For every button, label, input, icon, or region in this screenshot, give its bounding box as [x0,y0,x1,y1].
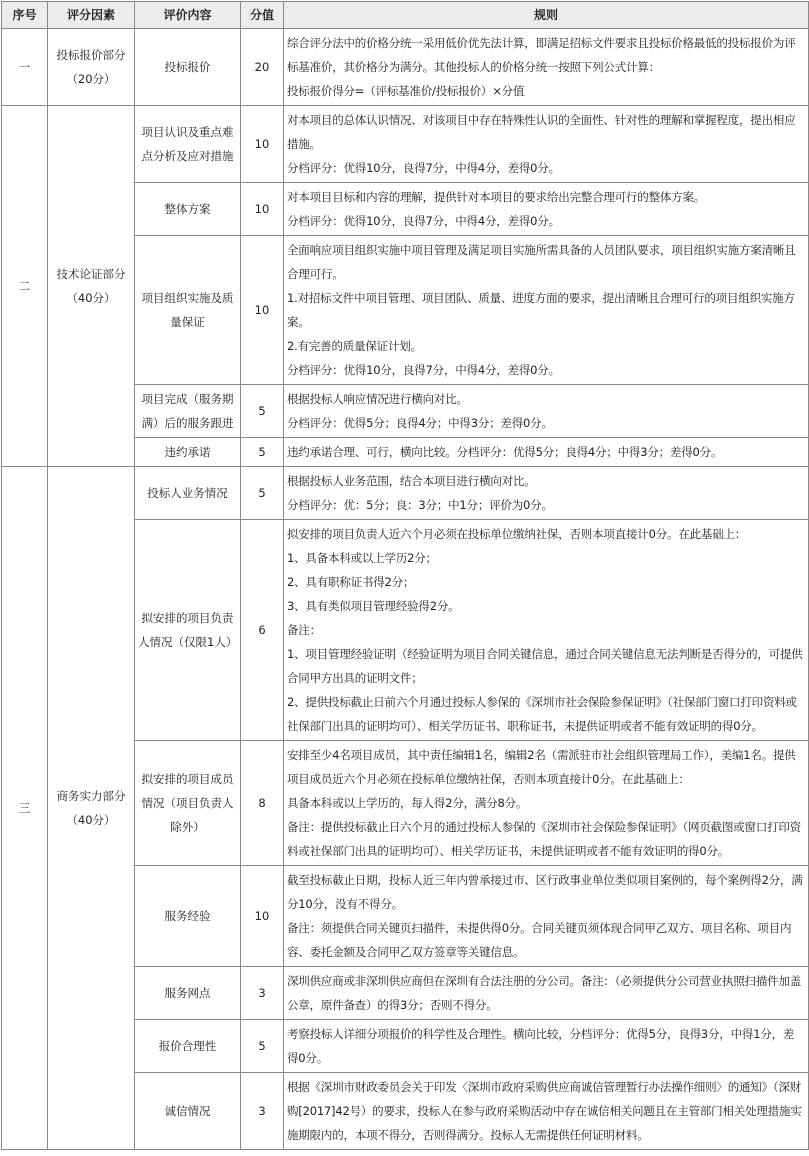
rule-text [284,29,809,106]
rule-line: 2、具有职称证书得2分； [287,575,415,589]
rule-text [284,236,809,385]
rule-line: 分档评分：优得10分，良得7分，中得4分，差得0分。 [287,363,560,377]
rule-line: 全面响应项目组织实施中项目管理及满足项目实施所需具备的人员团队要求，项目组织实施方案清晰且合理可行。 [287,243,796,281]
rule-text [284,520,809,741]
rule-line: 深圳供应商或非深圳供应商但在深圳有合法注册的分公司。备注：（必须提供分公司营业执照扫描件加盖公章，原件备查）的得3分；否则不得分。 [287,974,802,1012]
header-rule: 规则 [284,2,809,29]
evaluation-content: 项目认识及重点难点分析及应对措施 [135,106,241,183]
rule-line: 投标报价得分=（评标基准价/投标报价）×分值 [287,84,525,98]
evaluation-content: 项目组织实施及质量保证 [135,236,241,385]
rule-line: 1、具备本科或以上学历2分； [287,551,437,565]
rule-line: 拟安排的项目负责人近六个月必须在投标单位缴纳社保，否则本项直接计0分。在此基础上： [287,527,747,541]
section-index: 三 [2,467,48,1150]
rule-line: 对本项目目标和内容的理解，提供针对本项目的要求给出完整合理可行的整体方案。 [287,190,706,204]
score-value: 5 [241,385,284,438]
rule-line: 1.对招标文件中项目管理、项目团队、质量、进度方面的要求，提出清晰且合理可行的项目组织实施方案。 [287,291,795,329]
rule-line: 根据《深圳市财政委员会关于印发〈深圳市政府采购供应商诚信管理暂行办法操作细则〉的通知》（深财购[2017]42号）的要求，投标人在参与政府采购活动中存在诚信相关问题且在主管部门相关处理措施实施期限内的，本项不得分，否则得满分。投标人无需提供任何证明材料。 [287,1080,802,1142]
table-body [2,29,809,1150]
evaluation-content: 违约承诺 [135,438,241,467]
rule-line: 违约承诺合理、可行，横向比较。分档评分：优得5分；良得4分；中得3分；差得0分。 [287,445,723,459]
rule-line: 1、项目管理经验证明（经验证明为项目合同关键信息，通过合同关键信息无法判断是否得分的，可提供合同甲方出具的证明文件； [287,647,803,685]
score-value: 10 [241,236,284,385]
rule-line: 分档评分：优得10分，良得7分，中得4分，差得0分。 [287,161,560,175]
section-factor: 商务实力部分（40分） [48,467,135,1150]
score-value: 3 [241,967,284,1020]
rule-line: 2、提供投标截止日前六个月通过投标人参保的《深圳市社会保险参保证明》（社保部门窗口打印资料或社保部门出具的证明均可）、相关学历证书、职称证书，未提供证明或者不能有效证明的得0分。 [287,695,797,733]
score-value: 6 [241,520,284,741]
table-row [2,106,809,183]
rule-text [284,438,809,467]
score-value: 3 [241,1073,284,1150]
rule-text [284,1073,809,1150]
section-factor: 投标报价部分（20分） [48,29,135,106]
header-score: 分值 [241,2,284,29]
score-value: 10 [241,183,284,236]
rule-line: 对本项目的总体认识情况、对该项目中存在特殊性认识的全面性、针对性的理解和掌握程度，提出相应措施。 [287,113,796,151]
score-value: 5 [241,1020,284,1073]
evaluation-content: 服务网点 [135,967,241,1020]
rule-line: 安排至少4名项目成员，其中责任编辑1名，编辑2名（需派驻市社会组织管理局工作），美编1名。提供项目成员近六个月必须在投标单位缴纳社保，否则本项直接计0分。在此基础上： [287,748,796,786]
rule-line: 综合评分法中的价格分统一采用低价优先法计算，即满足招标文件要求且投标价格最低的投标报价为评标基准价，其价格分为满分。其他投标人的价格分统一按照下列公式计算： [287,36,796,74]
rule-text [284,106,809,183]
rule-line: 分档评分：优得10分，良得7分，中得4分，差得0分。 [287,214,560,228]
rule-text [284,741,809,866]
table-header [2,2,809,29]
rule-text [284,866,809,967]
table-row [2,29,809,106]
score-value: 10 [241,106,284,183]
rule-text [284,385,809,438]
rule-line: 备注：提供投标截止日六个月的通过投标人参保的《深圳市社会保险参保证明》（网页截图或窗口打印资料或社保部门出具的证明均可）、相关学历证书，未提供证明或者不能有效证明的得0分。 [287,820,802,858]
evaluation-content: 项目完成（服务期满）后的服务跟进 [135,385,241,438]
evaluation-content: 投标人业务情况 [135,467,241,520]
evaluation-content: 拟安排的项目负责人情况（仅限1人） [135,520,241,741]
rule-text [284,967,809,1020]
score-value: 10 [241,866,284,967]
rule-line: 分档评分：优得5分；良得4分；中得3分；差得0分。 [287,416,553,430]
score-value: 5 [241,438,284,467]
rule-line: 截至投标截止日期，投标人近三年内曾承接过市、区行政事业单位类似项目案例的，每个案例得2分，满分10分，没有不得分。 [287,873,803,911]
score-value: 8 [241,741,284,866]
section-index: 二 [2,106,48,467]
evaluation-content: 诚信情况 [135,1073,241,1150]
section-index: 一 [2,29,48,106]
rule-line: 备注：须提供合同关键页扫描件，未提供得0分。合同关键页须体现合同甲乙双方、项目名称、项目内容、委托金额及合同甲乙双方签章等关键信息。 [287,921,792,959]
header-content: 评价内容 [135,2,241,29]
header-index: 序号 [2,2,48,29]
rule-text [284,1020,809,1073]
table-row [2,467,809,520]
scoring-table [1,1,809,1150]
rule-line: 3、具有类似项目管理经验得2分。 [287,599,460,613]
rule-line: 根据投标人响应情况进行横向对比。 [287,392,468,406]
header-factor: 评分因素 [48,2,135,29]
evaluation-content: 拟安排的项目成员情况（项目负责人除外） [135,741,241,866]
rule-line: 备注： [287,623,321,637]
score-value: 5 [241,467,284,520]
rule-line: 具备本科或以上学历的，每人得2分，满分8分。 [287,796,528,810]
evaluation-content: 整体方案 [135,183,241,236]
section-factor: 技术论证部分（40分） [48,106,135,467]
header-row [2,2,809,29]
evaluation-content: 服务经验 [135,866,241,967]
evaluation-content: 报价合理性 [135,1020,241,1073]
evaluation-content: 投标报价 [135,29,241,106]
rule-line: 2.有完善的质量保证计划。 [287,339,422,353]
score-value: 20 [241,29,284,106]
rule-text [284,467,809,520]
rule-line: 分档评分：优：5分；良：3分；中1分；评价为0分。 [287,498,553,512]
rule-line: 考察投标人详细分项报价的科学性及合理性。横向比较，分档评分：优得5分，良得3分，中得1分，差得0分。 [287,1027,795,1065]
rule-line: 根据投标人业务范围，结合本项目进行横向对比。 [287,474,536,488]
rule-text [284,183,809,236]
